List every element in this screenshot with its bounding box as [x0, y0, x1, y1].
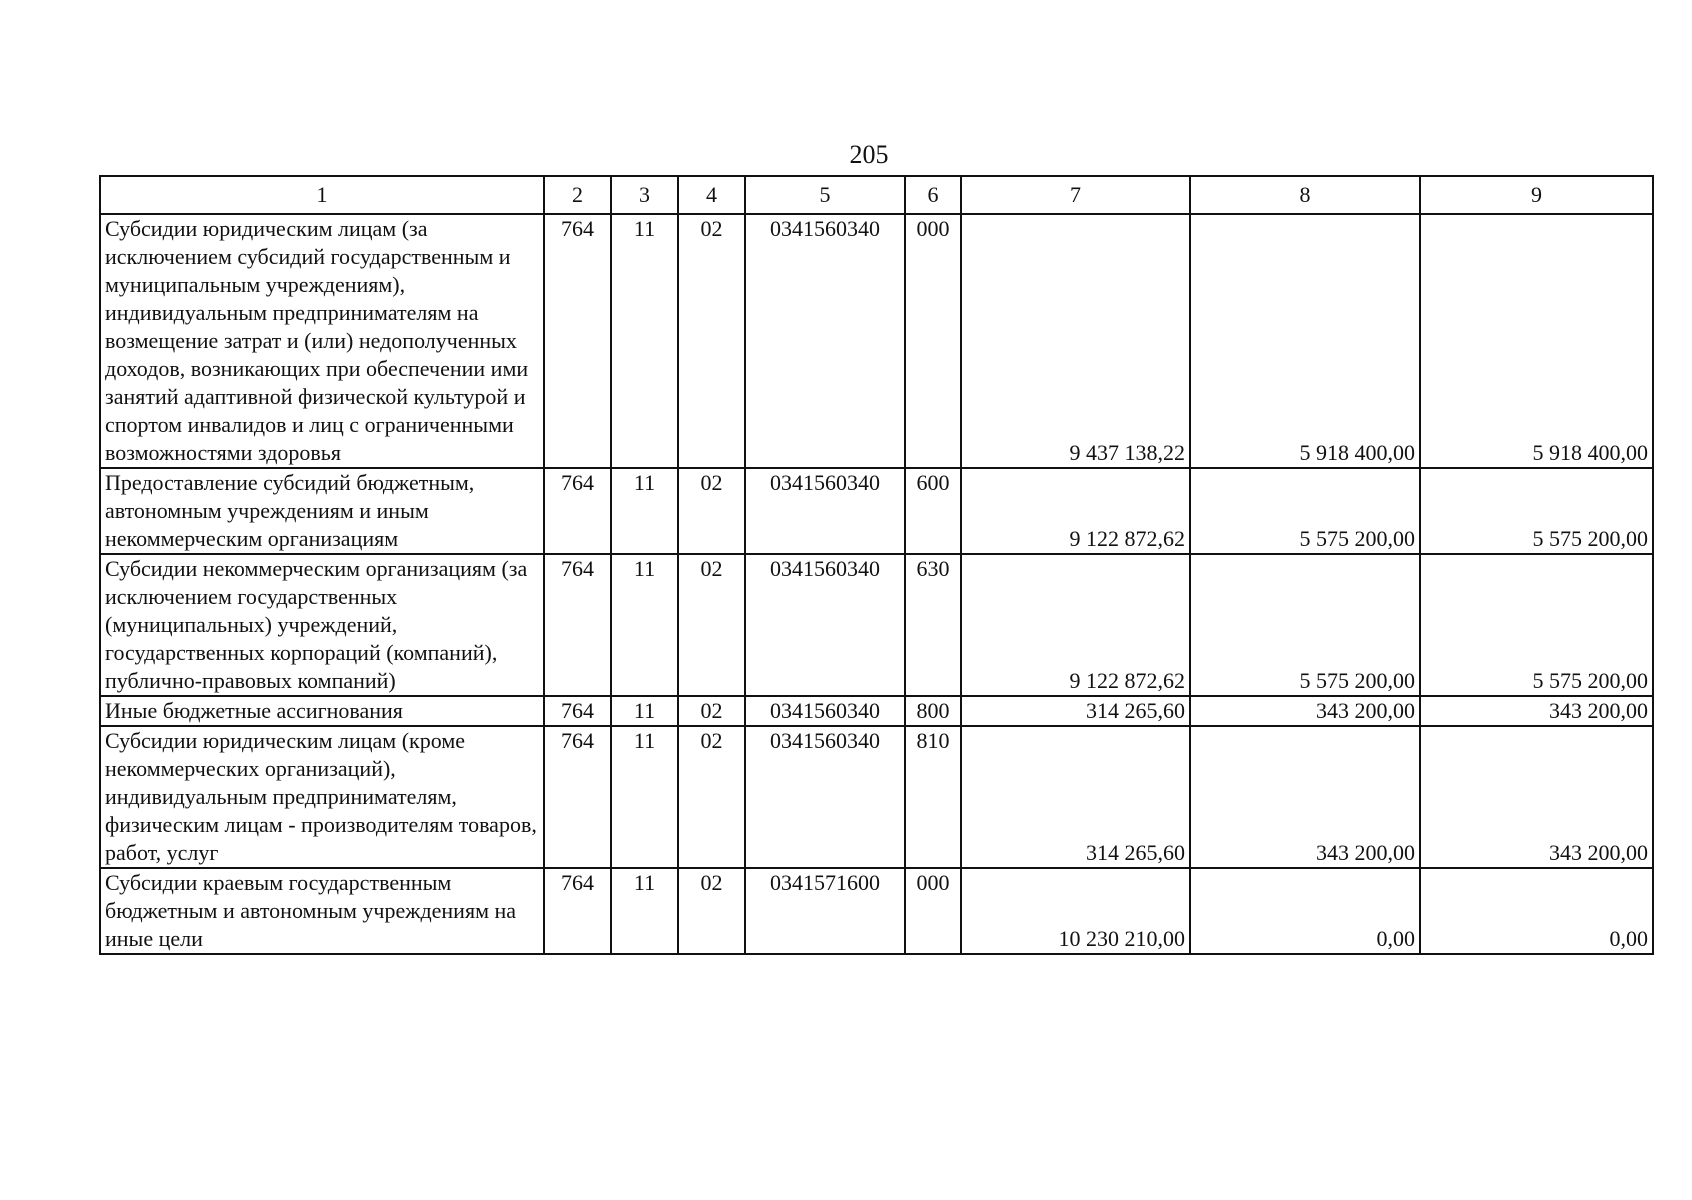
code-ministry: 764	[544, 696, 611, 726]
table-row	[100, 214, 1653, 468]
amount-col7: 314 265,60	[961, 726, 1190, 868]
amount-col7: 9 122 872,62	[961, 468, 1190, 554]
amount-col8: 5 575 200,00	[1190, 468, 1420, 554]
code-ministry: 764	[544, 726, 611, 868]
row-name: Предоставление субсидий бюджетным, автономным учреждениям и иным некоммерческим организациям	[100, 468, 544, 554]
code-ministry: 764	[544, 214, 611, 468]
code-section: 11	[611, 468, 678, 554]
row-name: Субсидии юридическим лицам (кроме некоммерческих организаций), индивидуальным предпринимателям, физическим лицам - производителям товаров, работ, услуг	[100, 726, 544, 868]
header-cell: 9	[1420, 176, 1653, 214]
code-subsection: 02	[678, 868, 745, 954]
code-ministry: 764	[544, 468, 611, 554]
code-ministry: 764	[544, 554, 611, 696]
code-expense-type: 630	[905, 554, 961, 696]
code-target: 0341571600	[745, 868, 905, 954]
header-cell: 2	[544, 176, 611, 214]
amount-col8: 343 200,00	[1190, 726, 1420, 868]
code-target: 0341560340	[745, 696, 905, 726]
code-expense-type: 810	[905, 726, 961, 868]
page-number: 205	[849, 140, 889, 169]
amount-col7: 314 265,60	[961, 696, 1190, 726]
code-section: 11	[611, 214, 678, 468]
code-section: 11	[611, 554, 678, 696]
code-expense-type: 800	[905, 696, 961, 726]
header-cell: 6	[905, 176, 961, 214]
row-name: Субсидии краевым государственным бюджетным и автономным учреждениям на иные цели	[100, 868, 544, 954]
amount-col8: 343 200,00	[1190, 696, 1420, 726]
code-subsection: 02	[678, 468, 745, 554]
code-subsection: 02	[678, 726, 745, 868]
amount-col8: 5 918 400,00	[1190, 214, 1420, 468]
code-section: 11	[611, 726, 678, 868]
code-target: 0341560340	[745, 214, 905, 468]
header-cell: 1	[100, 176, 544, 214]
header-row	[100, 176, 1653, 214]
amount-col9: 5 918 400,00	[1420, 214, 1653, 468]
code-target: 0341560340	[745, 468, 905, 554]
code-subsection: 02	[678, 554, 745, 696]
header-cell: 8	[1190, 176, 1420, 214]
code-expense-type: 600	[905, 468, 961, 554]
header-cell: 3	[611, 176, 678, 214]
code-subsection: 02	[678, 696, 745, 726]
code-section: 11	[611, 696, 678, 726]
header-cell: 7	[961, 176, 1190, 214]
amount-col7: 10 230 210,00	[961, 868, 1190, 954]
row-name: Иные бюджетные ассигнования	[100, 696, 544, 726]
table-row	[100, 868, 1653, 954]
amount-col8: 5 575 200,00	[1190, 554, 1420, 696]
code-section: 11	[611, 868, 678, 954]
header-cell: 4	[678, 176, 745, 214]
table-row	[100, 554, 1653, 696]
code-expense-type: 000	[905, 214, 961, 468]
amount-col8: 0,00	[1190, 868, 1420, 954]
amount-col7: 9 122 872,62	[961, 554, 1190, 696]
table-row	[100, 696, 1653, 726]
code-expense-type: 000	[905, 868, 961, 954]
amount-col9: 0,00	[1420, 868, 1653, 954]
row-name: Субсидии некоммерческим организациям (за исключением государственных (муниципальных) учреждений, государственных корпораций (компаний), публично-правовых компаний)	[100, 554, 544, 696]
amount-col9: 5 575 200,00	[1420, 554, 1653, 696]
amount-col9: 343 200,00	[1420, 696, 1653, 726]
code-target: 0341560340	[745, 726, 905, 868]
header-cell: 5	[745, 176, 905, 214]
table-row	[100, 468, 1653, 554]
budget-table	[99, 175, 1654, 955]
code-subsection: 02	[678, 214, 745, 468]
code-ministry: 764	[544, 868, 611, 954]
amount-col9: 343 200,00	[1420, 726, 1653, 868]
amount-col7: 9 437 138,22	[961, 214, 1190, 468]
code-target: 0341560340	[745, 554, 905, 696]
amount-col9: 5 575 200,00	[1420, 468, 1653, 554]
table-row	[100, 726, 1653, 868]
row-name: Субсидии юридическим лицам (за исключением субсидий государственным и муниципальным учреждениям), индивидуальным предпринимателям на возмещение затрат и (или) недополученных доходов, возникающих при обеспечении ими занятий адаптивной физической культурой и спортом инвалидов и лиц с ограниченными возможностями здоровья	[100, 214, 544, 468]
